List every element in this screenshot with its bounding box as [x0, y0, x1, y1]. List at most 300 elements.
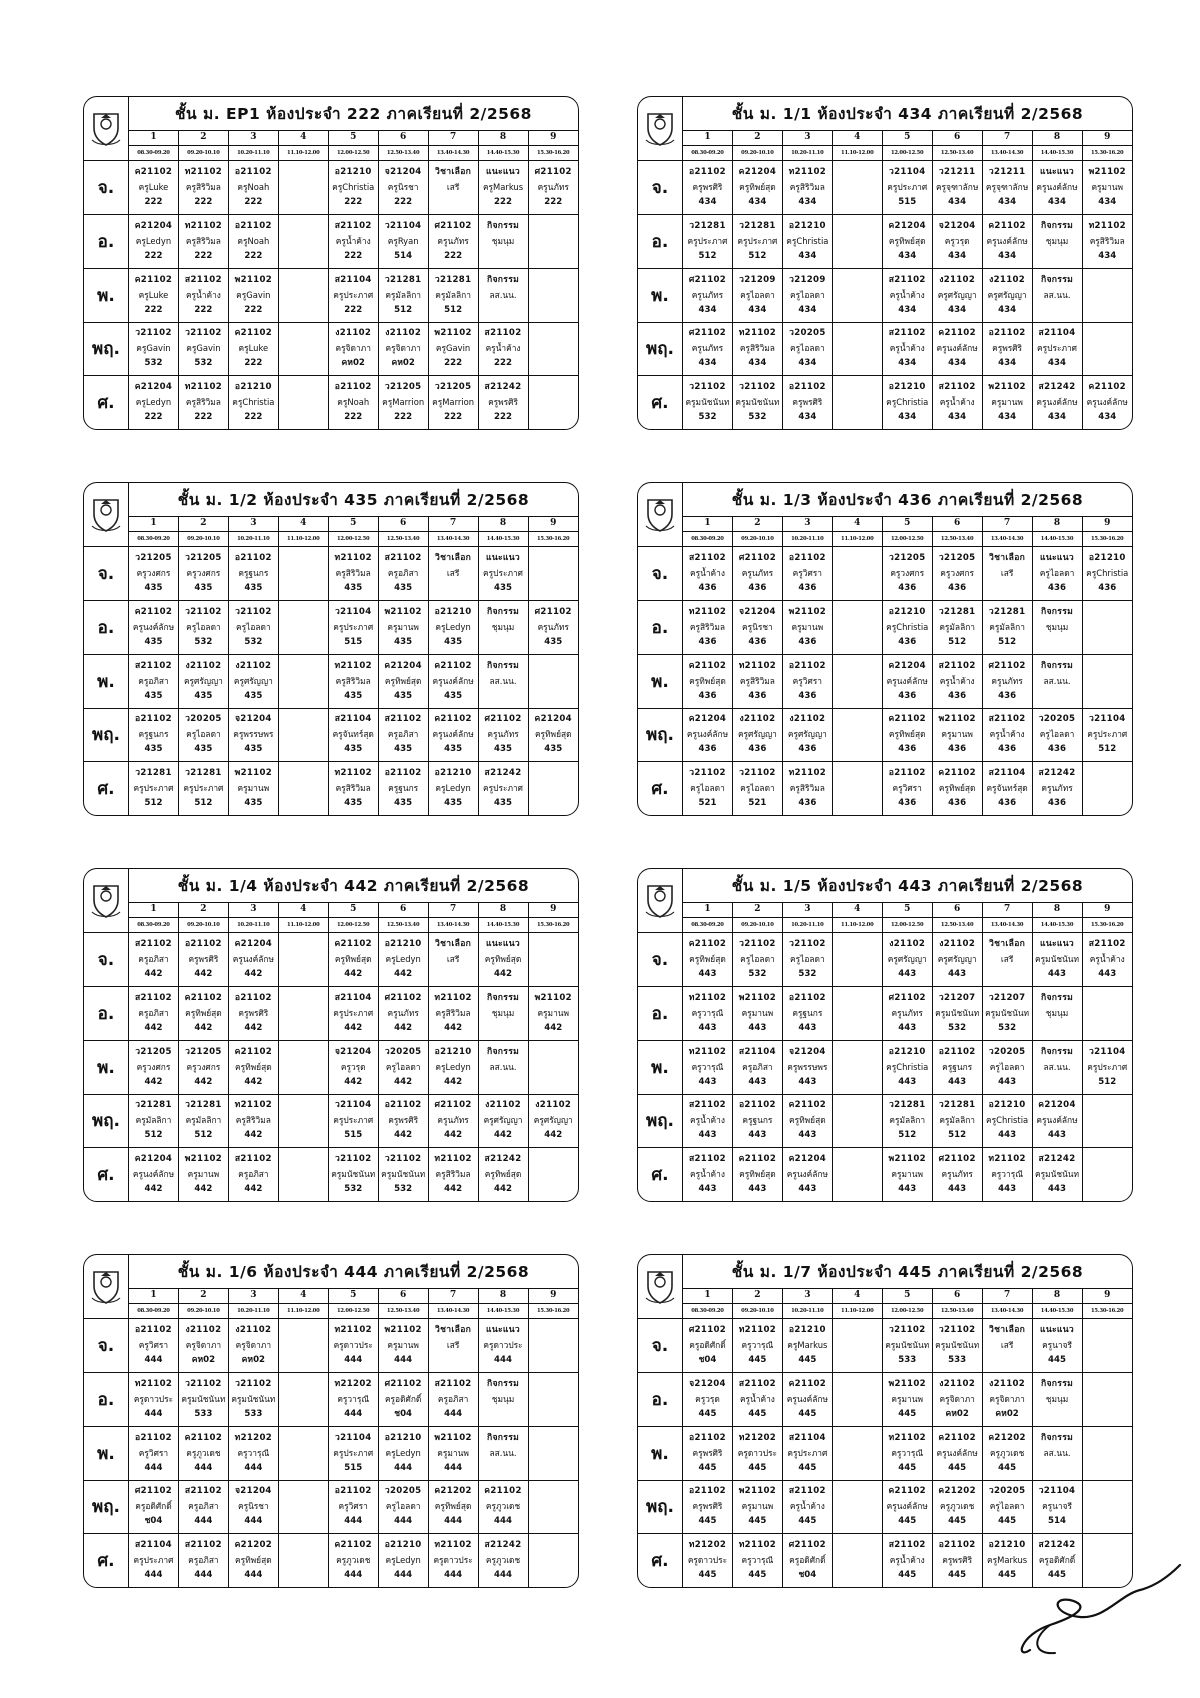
day-label: พ.: [638, 1426, 683, 1480]
slot-room: 533: [948, 1355, 967, 1366]
slot-room: 435: [144, 690, 163, 701]
slot-teacher: ครูมัลลิกา: [185, 1115, 222, 1126]
slot-room: 445: [1048, 1570, 1066, 1581]
slot-room: 435: [394, 636, 413, 647]
slot-code: [833, 1152, 882, 1167]
period-number: 7: [428, 130, 478, 145]
slot-teacher: ครูไอลดา: [1039, 568, 1075, 579]
slot-code: ศ21102: [788, 1540, 826, 1551]
timetable-slot: [782, 1040, 832, 1094]
slot-room: [529, 410, 579, 425]
slot-teacher: ครูศรัญญา: [987, 289, 1027, 300]
slot-room: [1033, 1407, 1082, 1422]
slot-teacher: ครูทิพย์สุด: [185, 1007, 222, 1018]
slot-room: 532: [748, 412, 767, 423]
period-time: 14.40-15.30: [478, 1304, 528, 1319]
slot-code: ส21104: [738, 1046, 776, 1057]
slot-room: 442: [194, 969, 213, 980]
day-row: [638, 268, 1132, 322]
slot-code: [279, 712, 328, 727]
timetable-slot: [228, 547, 278, 601]
timetable-slot: [882, 322, 932, 376]
slot-code: ว21102: [689, 382, 726, 393]
slot-room: 434: [948, 358, 967, 369]
slot-room: 442: [194, 1184, 213, 1195]
slot-room: คห02: [995, 1408, 1019, 1419]
slot-teacher: ครูนภัทร: [991, 675, 1023, 686]
day-label: พฤ.: [638, 1480, 683, 1534]
timetable-title: ชั้น ม. 1/2 ห้องประจำ 435 ภาคเรียนที่ 2/2568: [129, 483, 579, 516]
slot-teacher: ครูมานพ: [741, 1007, 774, 1018]
logo-cell: [84, 483, 129, 547]
slot-teacher: [833, 288, 882, 303]
slot-code: [279, 1484, 328, 1499]
logo-cell: [638, 483, 683, 547]
slot-code: ส21104: [334, 274, 372, 285]
slot-code: พ21102: [1088, 167, 1126, 178]
slot-teacher: [529, 1553, 579, 1568]
slot-room: 444: [494, 1516, 512, 1527]
timetable-slot: [1032, 600, 1082, 654]
slot-code: อ21210: [434, 768, 472, 779]
timetable-slot: [932, 1480, 982, 1534]
slot-code: ท21102: [1088, 220, 1126, 231]
slot-room: 532: [748, 969, 767, 980]
timetable-slot: [782, 933, 832, 987]
slot-teacher: ครูน้ำค้าง: [889, 289, 925, 300]
slot-teacher: ครูภูวเดช: [940, 1501, 975, 1512]
slot-code: อ21102: [135, 714, 172, 725]
slot-teacher: ครูมนัชนันท: [985, 1007, 1030, 1018]
slot-code: ว20205: [988, 1486, 1026, 1497]
timetable-slot: [428, 1148, 478, 1201]
slot-room: 435: [244, 798, 263, 809]
timetable-slot: [982, 376, 1032, 429]
timetable-slot: [178, 708, 228, 762]
slot-code: อ21102: [738, 1100, 776, 1111]
slot-teacher: ครูนงค์ลักษ: [886, 675, 928, 686]
slot-room: [529, 581, 579, 596]
day-label: อ.: [84, 600, 129, 654]
timetable-slot: [982, 268, 1032, 322]
slot-teacher: [279, 234, 328, 249]
slot-room: 444: [344, 1355, 363, 1366]
slot-teacher: ครูฐนกร: [942, 1061, 973, 1072]
slot-teacher: ครูน้ำค้าง: [789, 1501, 825, 1512]
school-emblem-icon: [90, 110, 122, 148]
timetable-slot: [1082, 376, 1132, 429]
timetable-slot: [328, 1148, 378, 1201]
slot-room: 434: [698, 304, 717, 315]
slot-code: ว21104: [334, 606, 372, 617]
slot-code: ค21204: [688, 714, 727, 725]
slot-room: 434: [798, 250, 817, 261]
slot-teacher: ครูไอลดา: [186, 621, 221, 632]
slot-room: 444: [144, 1462, 163, 1473]
timetable-slot: [982, 547, 1032, 601]
slot-code: ง21102: [889, 939, 926, 950]
slot-code: จ21204: [384, 167, 422, 178]
slot-room: [529, 356, 579, 371]
timetable-slot: [683, 654, 733, 708]
slot-teacher: ครูนงค์ลักษ: [1036, 397, 1078, 408]
slot-room: 222: [244, 197, 263, 208]
timetable-slot: [129, 1426, 179, 1480]
slot-room: [429, 195, 478, 210]
day-row: [638, 1372, 1132, 1426]
slot-room: [833, 581, 882, 596]
period-time: 15.30-16.20: [528, 1304, 578, 1319]
timetable-slot: [129, 986, 179, 1040]
timetable-table: [638, 97, 1132, 429]
slot-code: อ21102: [384, 1100, 422, 1111]
slot-room: 444: [244, 1516, 263, 1527]
period-number: 3: [228, 902, 278, 917]
timetable-slot: [478, 1148, 528, 1201]
period-time: 10.20-11.10: [782, 532, 832, 547]
slot-teacher: ลส.นน.: [489, 289, 517, 300]
timetable-slot: [882, 708, 932, 762]
period-number: 6: [932, 902, 982, 917]
slot-room: 445: [748, 1462, 767, 1473]
period-number: 2: [178, 130, 228, 145]
slot-room: [479, 689, 528, 704]
slot-code: กิจกรรม: [486, 1046, 520, 1057]
slot-teacher: ครูน้ำค้าง: [1089, 954, 1125, 965]
slot-code: อ21102: [788, 382, 826, 393]
timetable-slot: [832, 1534, 882, 1587]
slot-teacher: ครูมานพ: [187, 1169, 220, 1180]
slot-room: [279, 967, 328, 982]
slot-teacher: [1083, 674, 1133, 689]
slot-code: [529, 1045, 579, 1060]
slot-teacher: ครูLedyn: [135, 397, 172, 408]
period-time: 08.30-09.20: [129, 918, 179, 933]
slot-teacher: ครูทิพย์สุด: [235, 1061, 272, 1072]
slot-teacher: ครูพรศิริ: [692, 1501, 723, 1512]
slot-code: อ21102: [689, 1486, 726, 1497]
slot-room: 436: [948, 583, 967, 594]
timetable-slot: [832, 1426, 882, 1480]
slot-teacher: ครูน้ำค้าง: [485, 343, 521, 354]
timetable-title: ชั้น ม. 1/3 ห้องประจำ 436 ภาคเรียนที่ 2/2568: [683, 483, 1133, 516]
slot-room: [279, 249, 328, 264]
slot-teacher: ครูมานพ: [791, 621, 824, 632]
period-time: 13.40-14.30: [982, 918, 1032, 933]
slot-code: ส21102: [384, 714, 422, 725]
slot-room: 442: [544, 1130, 563, 1141]
slot-code: ค21102: [134, 274, 173, 285]
slot-code: ค21204: [738, 167, 777, 178]
slot-room: 445: [798, 1462, 817, 1473]
slot-teacher: ครูมานพ: [891, 1169, 923, 1180]
day-label: จ.: [84, 547, 129, 601]
timetable-slot: [278, 986, 328, 1040]
slot-teacher: ครูทิพย์สุด: [739, 1169, 776, 1180]
slot-code: ว21281: [384, 274, 422, 285]
slot-code: ท21102: [334, 660, 372, 671]
slot-teacher: ครูมนัชนันท: [381, 1169, 426, 1180]
slot-teacher: เสรี: [446, 1340, 460, 1351]
slot-teacher: ครูนภัทร: [437, 1115, 469, 1126]
slot-code: [1083, 1098, 1133, 1113]
period-number: 8: [478, 1288, 528, 1303]
slot-teacher: ครูทิพย์สุด: [739, 182, 776, 193]
timetable-title: ชั้น ม. 1/1 ห้องประจำ 434 ภาคเรียนที่ 2/2568: [683, 97, 1133, 130]
slot-code: [279, 165, 328, 180]
slot-code: อ21102: [938, 1540, 976, 1551]
slot-room: 444: [394, 1570, 413, 1581]
slot-code: ส21102: [334, 220, 372, 231]
timetable-slot: [882, 1372, 932, 1426]
slot-room: 444: [144, 1355, 163, 1366]
slot-code: ท21102: [738, 328, 777, 339]
slot-room: [279, 1021, 328, 1036]
slot-code: [529, 1323, 579, 1338]
slot-room: 445: [898, 1516, 917, 1527]
day-label: พ.: [638, 654, 683, 708]
slot-room: [1083, 356, 1133, 371]
slot-teacher: เสรี: [1000, 568, 1014, 579]
slot-room: 436: [748, 744, 767, 755]
slot-teacher: ครูนภัทร: [437, 235, 469, 246]
slot-room: ช04: [698, 1355, 717, 1366]
slot-teacher: ครูประภาศ: [183, 783, 224, 794]
slot-code: ท21102: [234, 1100, 273, 1111]
timetable-slot: [1032, 161, 1082, 215]
slot-teacher: ครูทิพย์สุด: [689, 954, 726, 965]
slot-room: 435: [544, 744, 563, 755]
slot-room: 443: [798, 1184, 817, 1195]
slot-code: ค21102: [688, 939, 727, 950]
slot-teacher: ครูฐนกร: [742, 1115, 773, 1126]
slot-teacher: ครูทิพย์สุด: [334, 954, 372, 965]
slot-code: ส21242: [1038, 1540, 1076, 1551]
slot-room: 435: [544, 636, 563, 647]
slot-code: ว21102: [739, 382, 776, 393]
slot-teacher: ครูวงศกร: [136, 568, 171, 579]
slot-teacher: ครูนงค์ลักษ: [686, 729, 729, 740]
timetable-slot: [832, 161, 882, 215]
slot-teacher: [529, 1499, 579, 1514]
slot-teacher: ครูไอลดา: [1039, 729, 1075, 740]
slot-room: 222: [144, 412, 163, 423]
slot-teacher: [279, 1446, 328, 1461]
timetable-slot: [478, 1426, 528, 1480]
slot-teacher: ครูอดิศักดิ์: [789, 1555, 826, 1566]
slot-code: พ21102: [534, 992, 572, 1003]
timetable-slot: [228, 600, 278, 654]
slot-room: 436: [698, 744, 717, 755]
slot-room: 434: [898, 304, 917, 315]
slot-room: [529, 796, 579, 811]
timetable-slot: [932, 1319, 982, 1373]
slot-code: ค21102: [234, 328, 273, 339]
slot-room: [833, 410, 882, 425]
timetable-slot: [228, 762, 278, 815]
slot-teacher: ครูวรุด: [695, 1393, 720, 1404]
slot-code: ส21104: [334, 714, 372, 725]
timetable-slot: [1032, 1094, 1082, 1148]
timetable-slot: [129, 214, 179, 268]
timetable-slot: [782, 762, 832, 815]
slot-code: ว21211: [988, 167, 1026, 178]
slot-code: ค21102: [434, 714, 472, 725]
slot-teacher: ครูจุฑาลักษ: [935, 182, 979, 193]
timetable-slot: [882, 600, 932, 654]
day-row: [84, 214, 578, 268]
slot-code: กิจกรรม: [1040, 1378, 1074, 1389]
slot-room: 443: [898, 1076, 917, 1087]
slot-room: 442: [244, 969, 263, 980]
slot-room: 445: [1048, 1355, 1066, 1366]
timetable-slot: [428, 547, 478, 601]
period-number: 9: [1082, 516, 1132, 531]
timetable-slot: [932, 654, 982, 708]
timetable-slot: [882, 986, 932, 1040]
slot-room: 443: [948, 969, 967, 980]
slot-room: 434: [898, 250, 917, 261]
slot-teacher: ครูสิริวิมล: [185, 182, 221, 193]
slot-code: อ21102: [234, 167, 272, 178]
slot-teacher: ครูมนัชนันท: [181, 1393, 226, 1404]
timetable-slot: [732, 1094, 782, 1148]
slot-teacher: ครูไอลดา: [790, 954, 825, 965]
slot-room: [1083, 1461, 1133, 1476]
slot-teacher: ครูพรรษพร: [787, 1061, 828, 1072]
slot-room: 436: [898, 798, 917, 809]
timetable-slot: [882, 268, 932, 322]
slot-room: 435: [144, 636, 163, 647]
period-time: 10.20-11.10: [228, 1304, 278, 1319]
slot-teacher: ลส.นน.: [489, 1061, 517, 1072]
slot-code: ส21102: [134, 660, 172, 671]
slot-code: ง21102: [235, 660, 272, 671]
day-label: ศ.: [84, 1534, 129, 1587]
slot-code: ศ21102: [534, 167, 572, 178]
period-number: 1: [683, 130, 733, 145]
slot-room: 434: [798, 304, 817, 315]
slot-teacher: ชุมนุม: [1045, 1393, 1069, 1404]
timetable-slot: [478, 376, 528, 429]
slot-teacher: ครูประภาศ: [133, 1555, 174, 1566]
slot-code: พ21102: [184, 1154, 223, 1165]
timetable-slot: [528, 1480, 578, 1534]
slot-room: [279, 303, 328, 318]
timetable-slot: [982, 1094, 1032, 1148]
slot-teacher: ชุมนุม: [491, 621, 515, 632]
slot-room: 442: [394, 1076, 413, 1087]
logo-cell: [84, 97, 129, 161]
slot-code: [529, 659, 579, 674]
timetable-slot: [528, 654, 578, 708]
timetable-slot: [328, 708, 378, 762]
slot-room: [429, 1353, 478, 1368]
timetable-slot: [1082, 1372, 1132, 1426]
timetable-slot: [528, 322, 578, 376]
slot-code: แนะแนว: [1039, 939, 1075, 950]
class-timetable-1: [637, 96, 1133, 430]
timetable-slot: [378, 547, 428, 601]
timetable-slot: [683, 1040, 733, 1094]
slot-teacher: ครูทิพย์สุด: [384, 675, 422, 686]
slot-room: 512: [948, 1130, 967, 1141]
slot-teacher: ครูอดิศักดิ์: [135, 1501, 172, 1512]
timetable-slot: [228, 654, 278, 708]
slot-code: กิจกรรม: [1040, 1046, 1074, 1057]
slot-room: 512: [698, 250, 717, 261]
slot-room: 444: [144, 1408, 163, 1419]
timetable-slot: [932, 161, 982, 215]
slot-code: ค21102: [788, 1378, 827, 1389]
slot-teacher: ชุมนุม: [491, 235, 515, 246]
timetable-slot: [129, 1372, 179, 1426]
slot-room: [833, 742, 882, 757]
slot-code: จ21204: [234, 714, 272, 725]
slot-code: [1083, 1538, 1133, 1553]
slot-room: 443: [948, 1184, 967, 1195]
slot-teacher: ครูวารุณี: [741, 1555, 774, 1566]
slot-code: อ21210: [334, 167, 372, 178]
timetable-slot: [683, 1094, 733, 1148]
slot-room: 442: [394, 1130, 413, 1141]
slot-code: ท21102: [434, 992, 472, 1003]
period-time: 12.50-13.40: [378, 532, 428, 547]
slot-code: ว21104: [334, 1100, 372, 1111]
slot-teacher: [1083, 620, 1133, 635]
slot-room: 443: [798, 1130, 817, 1141]
slot-code: กิจกรรม: [486, 660, 520, 671]
slot-teacher: ครูสิริวิมล: [435, 1169, 471, 1180]
slot-teacher: ครูพรศิริ: [942, 1555, 973, 1566]
slot-code: ว20205: [988, 1046, 1026, 1057]
slot-teacher: [279, 1167, 328, 1182]
timetable-slot: [932, 1040, 982, 1094]
period-number: 4: [278, 130, 328, 145]
slot-room: 442: [344, 1022, 363, 1033]
slot-code: [1083, 605, 1133, 620]
slot-teacher: ครูจิดาภา: [185, 1340, 222, 1351]
slot-room: [479, 1021, 528, 1036]
slot-teacher: ครูวารุณี: [337, 1393, 370, 1404]
slot-room: 443: [1098, 969, 1117, 980]
day-row: [638, 1094, 1132, 1148]
slot-room: 222: [444, 250, 463, 261]
slot-room: 222: [344, 412, 363, 423]
slot-room: 444: [444, 1516, 463, 1527]
timetable-slot: [882, 1319, 932, 1373]
timetable-slot: [683, 708, 733, 762]
timetable-slot: [882, 547, 932, 601]
slot-room: 443: [798, 1022, 817, 1033]
slot-teacher: ครูนงค์ลักษ: [232, 954, 274, 965]
slot-teacher: ครูNoah: [237, 235, 270, 246]
slot-room: [833, 249, 882, 264]
period-number: 8: [1032, 130, 1082, 145]
slot-code: ค21204: [788, 1154, 827, 1165]
slot-code: ส21242: [1038, 1154, 1076, 1165]
slot-teacher: ครูLedyn: [385, 954, 421, 965]
day-label: ศ.: [638, 1534, 683, 1587]
slot-code: [279, 1431, 328, 1446]
slot-room: 444: [244, 1462, 263, 1473]
slot-code: ว21205: [135, 553, 172, 564]
slot-code: [1083, 1484, 1133, 1499]
slot-code: ว21205: [384, 382, 422, 393]
timetable-slot: [428, 1319, 478, 1373]
slot-teacher: [833, 395, 882, 410]
slot-teacher: ครูมานพ: [991, 397, 1023, 408]
